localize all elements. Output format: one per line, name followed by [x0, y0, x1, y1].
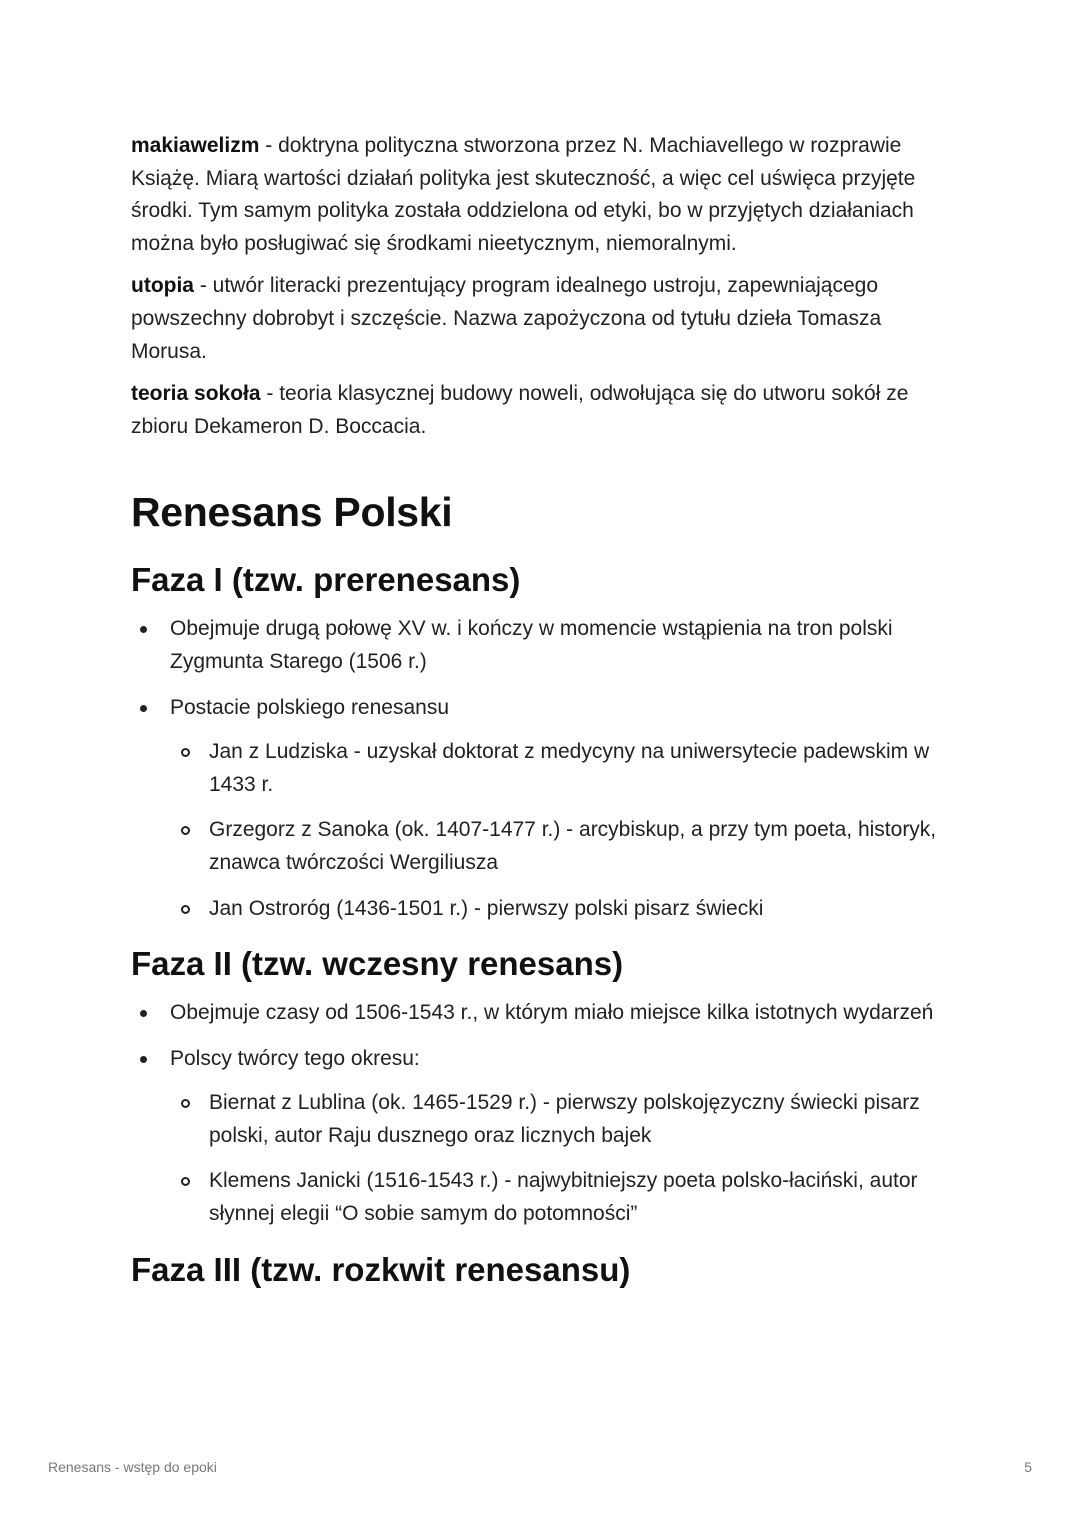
definition-term: teoria sokoła: [131, 382, 261, 406]
sub-list-item: [170, 1087, 961, 1152]
sub-list-item: [170, 893, 961, 926]
definition-utopia: [131, 270, 961, 368]
phase-2-title: Faza II (tzw. wczesny renesans): [131, 945, 624, 983]
sub-list-item: [170, 736, 961, 801]
circle-bullet-icon: [181, 748, 190, 757]
circle-bullet-icon: [181, 905, 190, 914]
definition-makiawelizm: [131, 130, 961, 260]
bullet-icon: [140, 705, 147, 712]
sub-list-item: [170, 1165, 961, 1230]
list-item: [131, 1043, 961, 1231]
sub-list: [170, 736, 961, 925]
circle-bullet-icon: [181, 1099, 190, 1108]
definition-term: utopia: [131, 274, 194, 298]
phase-1-title: Faza I (tzw. prerenesans): [131, 561, 521, 599]
footer-document-title: Renesans - wstęp do epoki: [48, 1459, 217, 1475]
phase-1-list: [131, 613, 961, 925]
circle-bullet-icon: [181, 1177, 190, 1186]
sub-list-item-text: Klemens Janicki (1516-1543 r.) - najwybitniejszy poeta polsko-łaciński, autor słynnej elegii “O sobie samym do potomności”: [209, 1169, 918, 1226]
definition-text: - utwór literacki prezentujący program idealnego ustroju, zapewniającego powszechny dobrobyt i szczęście. Nazwa zapożyczona od tytułu dzieła Tomasza Morusa.: [131, 274, 882, 363]
definition-term: makiawelizm: [131, 134, 260, 157]
list-item: [131, 692, 961, 926]
definition-text: - doktryna polityczna stworzona przez N. Machiavellego w rozprawie Książę. Miarą wartości działań polityka jest skuteczność, a więc cel uświęca przyjęte środki. Tym samym polityka została oddzielona od etyki, bo w przyjętych działaniach można było posługiwać się środkami nieetycznym, niemoralnymi.: [131, 134, 916, 255]
list-item-text: Obejmuje drugą połowę XV w. i kończy w momencie wstąpienia na tron polski Zygmunta Starego (1506 r.): [170, 617, 893, 673]
footer-page-number: 5: [1024, 1459, 1032, 1475]
list-item: [131, 997, 961, 1030]
definition-text: - teoria klasycznej budowy noweli, odwołująca się do utworu sokół ze zbioru Dekameron D. Boccacia.: [131, 382, 909, 438]
definition-teoria-sokola: [131, 378, 961, 443]
phase-2-list: [131, 997, 961, 1231]
list-item-text: Polscy twórcy tego okresu:: [170, 1046, 420, 1070]
phase-3-title: Faza III (tzw. rozkwit renesansu): [131, 1250, 631, 1288]
bullet-icon: [140, 1056, 147, 1063]
list-item-text: Obejmuje czasy od 1506-1543 r., w którym miało miejsce kilka istotnych wydarzeń: [170, 1001, 934, 1025]
list-item: [131, 613, 961, 678]
list-item-text: Postacie polskiego renesansu: [170, 695, 450, 719]
sub-list-item-text: Grzegorz z Sanoka (ok. 1407-1477 r.) - arcybiskup, a przy tym poeta, historyk, znawca twórczości Wergiliusza: [209, 818, 937, 874]
sub-list: [170, 1087, 961, 1230]
sub-list-item: [170, 814, 961, 879]
sub-list-item-text: Biernat z Lublina (ok. 1465-1529 r.) - pierwszy polskojęzyczny świecki pisarz polski, autor Raju dusznego oraz licznych bajek: [209, 1091, 920, 1147]
sub-list-item-text: Jan z Ludziska - uzyskał doktorat z medycyny na uniwersytecie padewskim w 1433 r.: [209, 740, 930, 796]
sub-list-item-text: Jan Ostroróg (1436-1501 r.) - pierwszy polski pisarz świecki: [209, 896, 764, 920]
circle-bullet-icon: [181, 826, 190, 835]
bullet-icon: [140, 626, 147, 633]
page-content: [131, 130, 961, 1303]
bullet-icon: [140, 1010, 147, 1017]
section-heading: Renesans Polski: [131, 489, 453, 536]
